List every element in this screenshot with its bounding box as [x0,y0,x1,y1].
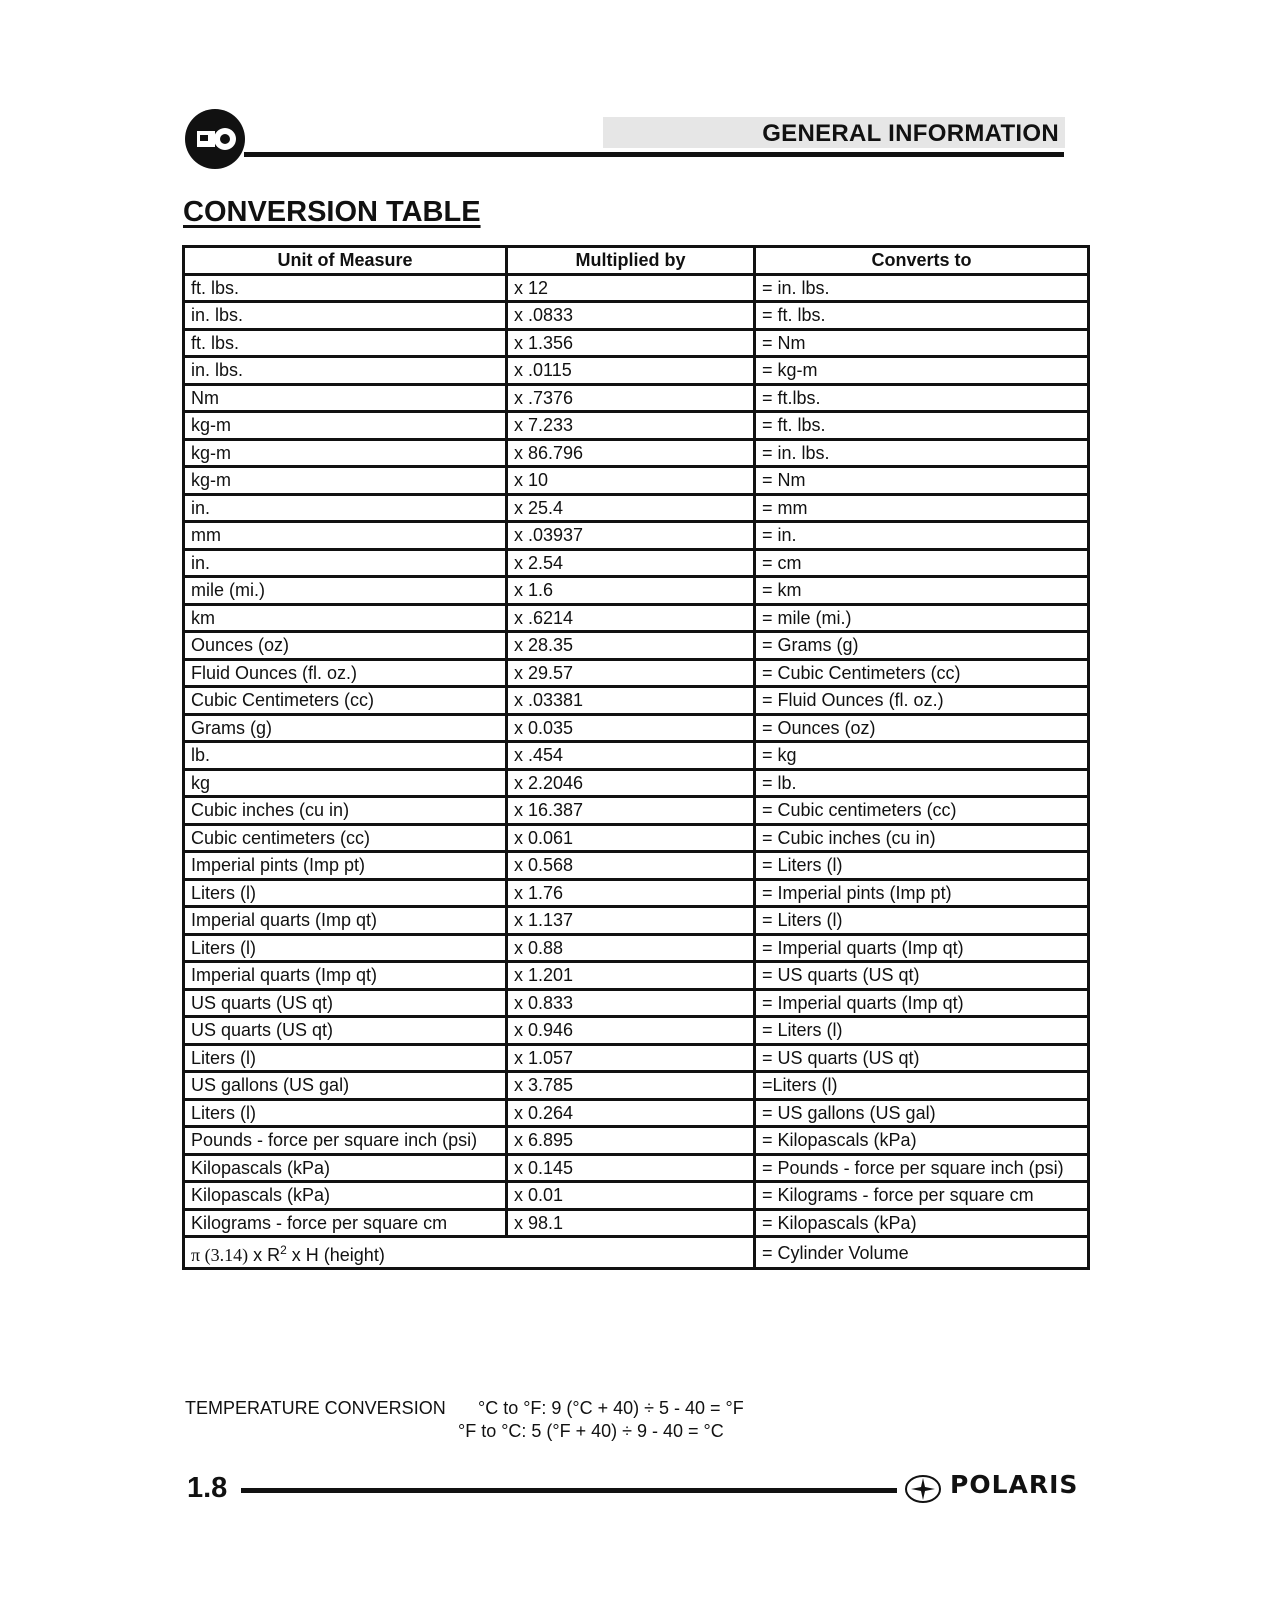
formula-end: x H (height) [286,1245,385,1265]
multiplier-cell: x 0.01 [507,1182,755,1210]
table-row [184,1099,1089,1127]
unit-cell: Cubic inches (cu in) [184,797,507,825]
multiplier-cell: x 10 [507,467,755,495]
converts-to-cell: = in. lbs. [755,439,1089,467]
cylinder-result-cell: = Cylinder Volume [755,1237,1089,1269]
table-header-row [184,247,1089,275]
converts-to-cell: = Imperial quarts (Imp qt) [755,989,1089,1017]
table-row [184,329,1089,357]
unit-cell: Kilopascals (kPa) [184,1154,507,1182]
converts-to-cell: = Ounces (oz) [755,714,1089,742]
multiplier-cell: x .7376 [507,384,755,412]
unit-cell: US quarts (US qt) [184,989,507,1017]
table-row [184,632,1089,660]
multiplier-cell: x 2.2046 [507,769,755,797]
table-row [184,824,1089,852]
multiplier-cell: x 0.946 [507,1017,755,1045]
temperature-label: TEMPERATURE CONVERSION [185,1398,446,1418]
converts-to-cell: = Nm [755,467,1089,495]
table-row [184,577,1089,605]
converts-to-cell: = km [755,577,1089,605]
converts-to-cell: = US quarts (US qt) [755,962,1089,990]
converts-to-cell: = mile (mi.) [755,604,1089,632]
converts-to-cell: = Kilopascals (kPa) [755,1209,1089,1237]
multiplier-cell: x .03937 [507,522,755,550]
multiplier-cell: x .03381 [507,687,755,715]
table-row [184,714,1089,742]
column-header: Converts to [755,247,1089,275]
header-rule [244,152,1064,157]
unit-cell: km [184,604,507,632]
multiplier-cell: x 0.88 [507,934,755,962]
table-row [184,879,1089,907]
unit-cell: Liters (l) [184,1044,507,1072]
multiplier-cell: x 6.895 [507,1127,755,1155]
table-row [184,412,1089,440]
footer-rule [241,1488,897,1493]
converts-to-cell: = Imperial pints (Imp pt) [755,879,1089,907]
converts-to-cell: = Liters (l) [755,852,1089,880]
table-row [184,962,1089,990]
converts-to-cell: = US gallons (US gal) [755,1099,1089,1127]
cylinder-formula-cell [184,1237,755,1269]
multiplier-cell: x 3.785 [507,1072,755,1100]
multiplier-cell: x .6214 [507,604,755,632]
multiplier-cell: x 86.796 [507,439,755,467]
table-row-cylinder-volume [184,1237,1089,1269]
unit-cell: ft. lbs. [184,274,507,302]
converts-to-cell: = US quarts (US qt) [755,1044,1089,1072]
unit-cell: US quarts (US qt) [184,1017,507,1045]
multiplier-cell: x 1.137 [507,907,755,935]
multiplier-cell: x 29.57 [507,659,755,687]
multiplier-cell: x 0.833 [507,989,755,1017]
unit-cell: Cubic Centimeters (cc) [184,687,507,715]
converts-to-cell: = Liters (l) [755,907,1089,935]
table-row [184,549,1089,577]
multiplier-cell: x 0.035 [507,714,755,742]
multiplier-cell: x .0833 [507,302,755,330]
formula-exponent: 2 [280,1243,287,1257]
unit-cell: Imperial quarts (Imp qt) [184,907,507,935]
multiplier-cell: x 16.387 [507,797,755,825]
unit-cell: Ounces (oz) [184,632,507,660]
unit-cell: Grams (g) [184,714,507,742]
unit-cell: kg-m [184,412,507,440]
multiplier-cell: x .0115 [507,357,755,385]
unit-cell: Kilograms - force per square cm [184,1209,507,1237]
table-row [184,1017,1089,1045]
table-row [184,1154,1089,1182]
table-row [184,852,1089,880]
converts-to-cell: = Pounds - force per square inch (psi) [755,1154,1089,1182]
unit-cell: US gallons (US gal) [184,1072,507,1100]
unit-cell: kg-m [184,467,507,495]
converts-to-cell: = Nm [755,329,1089,357]
converts-to-cell: =Liters (l) [755,1072,1089,1100]
converts-to-cell: = ft.lbs. [755,384,1089,412]
converts-to-cell: = Cubic Centimeters (cc) [755,659,1089,687]
unit-cell: in. lbs. [184,357,507,385]
converts-to-cell: = Cubic centimeters (cc) [755,797,1089,825]
multiplier-cell: x 0.145 [507,1154,755,1182]
unit-cell: lb. [184,742,507,770]
unit-cell: Imperial pints (Imp pt) [184,852,507,880]
multiplier-cell: x 1.201 [507,962,755,990]
table-row [184,467,1089,495]
unit-cell: Nm [184,384,507,412]
unit-cell: Cubic centimeters (cc) [184,824,507,852]
converts-to-cell: = cm [755,549,1089,577]
table-row [184,302,1089,330]
converts-to-cell: = in. lbs. [755,274,1089,302]
multiplier-cell: x 98.1 [507,1209,755,1237]
unit-cell: in. [184,549,507,577]
converts-to-cell: = mm [755,494,1089,522]
multiplier-cell: x 25.4 [507,494,755,522]
converts-to-cell: = in. [755,522,1089,550]
table-row [184,797,1089,825]
multiplier-cell: x 7.233 [507,412,755,440]
converts-to-cell: = ft. lbs. [755,412,1089,440]
converts-to-cell: = kg [755,742,1089,770]
converts-to-cell: = ft. lbs. [755,302,1089,330]
polaris-star-icon [905,1474,941,1504]
unit-cell: Kilopascals (kPa) [184,1182,507,1210]
unit-cell: Liters (l) [184,934,507,962]
multiplier-cell: x 28.35 [507,632,755,660]
table-row [184,384,1089,412]
table-row [184,604,1089,632]
multiplier-cell: x .454 [507,742,755,770]
section-icon [185,109,245,169]
unit-cell: kg [184,769,507,797]
converts-to-cell: = Imperial quarts (Imp qt) [755,934,1089,962]
unit-cell: Liters (l) [184,1099,507,1127]
table-row [184,1127,1089,1155]
converts-to-cell: = Grams (g) [755,632,1089,660]
table-row [184,1182,1089,1210]
multiplier-cell: x 0.568 [507,852,755,880]
multiplier-cell: x 1.356 [507,329,755,357]
multiplier-cell: x 1.057 [507,1044,755,1072]
formula-mid: x R [248,1245,281,1265]
unit-cell: Pounds - force per square inch (psi) [184,1127,507,1155]
unit-cell: mile (mi.) [184,577,507,605]
converts-to-cell: = Fluid Ounces (fl. oz.) [755,687,1089,715]
table-row [184,1044,1089,1072]
converts-to-cell: = lb. [755,769,1089,797]
table-row [184,659,1089,687]
table-row [184,522,1089,550]
table-row [184,769,1089,797]
column-header: Unit of Measure [184,247,507,275]
table-row [184,274,1089,302]
section-title: GENERAL INFORMATION [762,120,1059,147]
f-to-c-formula: °F to °C: 5 (°F + 40) ÷ 9 - 40 = °C [458,1421,724,1441]
multiplier-cell: x 0.264 [507,1099,755,1127]
page-number: 1.8 [187,1472,228,1504]
unit-cell: Liters (l) [184,879,507,907]
converts-to-cell: = Kilopascals (kPa) [755,1127,1089,1155]
c-to-f-formula: °C to °F: 9 (°C + 40) ÷ 5 - 40 = °F [478,1398,744,1418]
column-header: Multiplied by [507,247,755,275]
unit-cell: in. [184,494,507,522]
unit-cell: Fluid Ounces (fl. oz.) [184,659,507,687]
table-row [184,907,1089,935]
table-row [184,494,1089,522]
unit-cell: kg-m [184,439,507,467]
table-body [184,274,1089,1269]
table-row [184,439,1089,467]
multiplier-cell: x 1.76 [507,879,755,907]
table-row [184,1209,1089,1237]
table-row [184,1072,1089,1100]
page-title: CONVERSION TABLE [183,196,481,228]
unit-cell: Imperial quarts (Imp qt) [184,962,507,990]
multiplier-cell: x 12 [507,274,755,302]
unit-cell: in. lbs. [184,302,507,330]
table-row [184,357,1089,385]
table-row [184,989,1089,1017]
unit-cell: mm [184,522,507,550]
converts-to-cell: = Cubic inches (cu in) [755,824,1089,852]
unit-cell: ft. lbs. [184,329,507,357]
converts-to-cell: = kg-m [755,357,1089,385]
conversion-table [182,245,1090,1270]
table-row [184,934,1089,962]
multiplier-cell: x 1.6 [507,577,755,605]
formula-pi: π (3.14) [191,1245,249,1265]
table-row [184,687,1089,715]
multiplier-cell: x 0.061 [507,824,755,852]
table-row [184,742,1089,770]
converts-to-cell: = Liters (l) [755,1017,1089,1045]
brand-logo-text: POLARIS [950,1470,1079,1499]
multiplier-cell: x 2.54 [507,549,755,577]
converts-to-cell: = Kilograms - force per square cm [755,1182,1089,1210]
